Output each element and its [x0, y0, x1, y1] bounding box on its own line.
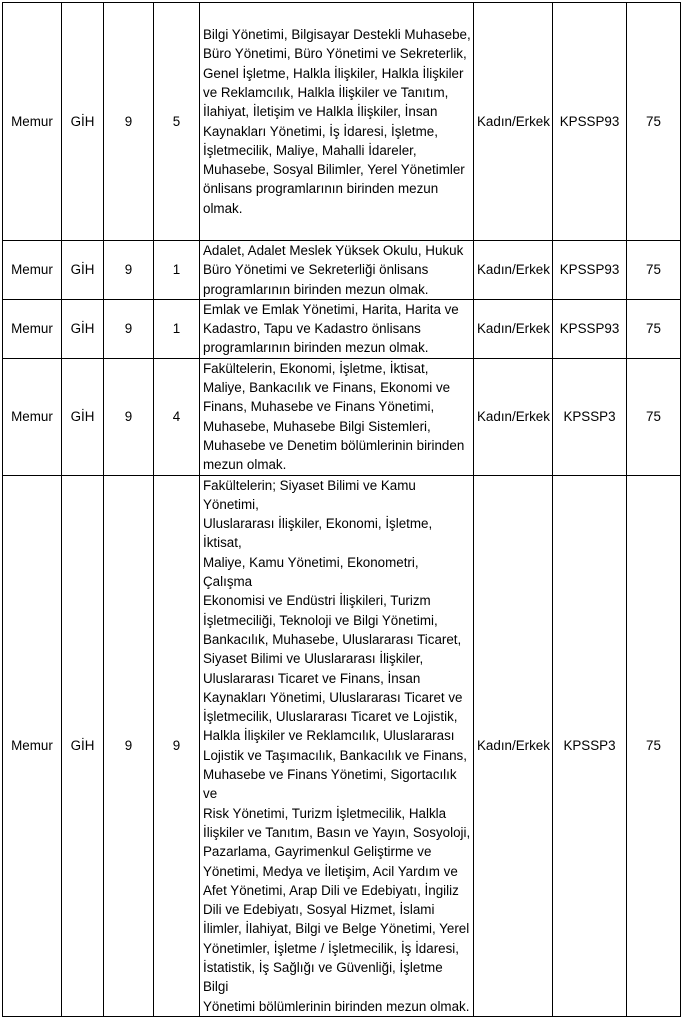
qualification-line: Uluslararası İlişkiler, Ekonomi, İşletme, İktisat,	[203, 516, 433, 551]
qualification-line: olmak.	[203, 200, 243, 216]
qualification-line: Muhasebe ve Finans Yönetimi, Sigortacılık ve	[203, 767, 457, 802]
qualification-line: Bankacılık, Muhasebe, Uluslararası Ticaret,	[203, 631, 462, 647]
qualification-line: İlahiyat, İletişim ve Halkla İlişkiler, İnsan	[203, 104, 438, 120]
table-row	[3, 475, 681, 1016]
qualification-line: İlişkiler ve Tanıtım, Basın ve Yayın, Sosyoloji,	[203, 824, 471, 840]
min-score-cell: 75	[627, 299, 681, 358]
qualification-line: İşletmecilik, Maliye, Mahalli İdareler,	[203, 142, 417, 158]
min-score-cell: 75	[627, 475, 681, 1016]
min-score-cell: 75	[627, 358, 681, 475]
score-type-cell: KPSSP3	[553, 475, 627, 1016]
qualification-line: Muhasebe, Sosyal Bilimler, Yerel Yönetimler	[203, 162, 465, 178]
position-title-cell: Memur	[3, 299, 62, 358]
gender-cell: Kadın/Erkek	[474, 475, 553, 1016]
qualification-line: Kaynakları Yönetimi, Uluslararası Ticaret ve	[203, 689, 463, 705]
score-type-cell: KPSSP93	[553, 299, 627, 358]
qualification-line: Kaynakları Yönetimi, İş İdaresi, İşletme,	[203, 123, 438, 139]
qualification-line: Emlak ve Emlak Yönetimi, Harita, Harita ve	[203, 301, 459, 317]
qualification-line: İşletmeciliği, Teknoloji ve Bilgi Yönetimi,	[203, 612, 438, 628]
unit-cell: GİH	[62, 299, 104, 358]
unit-cell: GİH	[62, 3, 104, 241]
qualification-cell	[200, 358, 474, 475]
quota-cell: 1	[154, 241, 200, 300]
score-type-cell: KPSSP93	[553, 241, 627, 300]
gender-cell: Kadın/Erkek	[474, 299, 553, 358]
positions-table	[2, 2, 681, 1017]
grade-cell: 9	[104, 3, 154, 241]
score-type-cell: KPSSP93	[553, 3, 627, 241]
quota-cell: 5	[154, 3, 200, 241]
position-title-cell: Memur	[3, 241, 62, 300]
qualification-line: Maliye, Bankacılık ve Finans, Ekonomi ve	[203, 380, 451, 396]
position-title-cell: Memur	[3, 475, 62, 1016]
gender-cell: Kadın/Erkek	[474, 358, 553, 475]
qualification-line: Afet Yönetimi, Arap Dili ve Edebiyatı, İngiliz	[203, 882, 459, 898]
qualification-line: Yönetimi bölümlerinin birinden mezun olmak.	[203, 998, 470, 1014]
qualification-line: Adalet, Adalet Meslek Yüksek Okulu, Hukuk	[203, 243, 464, 258]
qualification-line: Yönetimler, İşletme / İşletmecilik, İş İdaresi,	[203, 940, 459, 956]
qualification-line: Pazarlama, Gayrimenkul Geliştirme ve	[203, 844, 432, 860]
table-row	[3, 241, 681, 300]
unit-cell: GİH	[62, 358, 104, 475]
qualification-line: Risk Yönetimi, Turizm İşletmecilik, Halkla	[203, 805, 447, 821]
gender-cell: Kadın/Erkek	[474, 3, 553, 241]
min-score-cell: 75	[627, 241, 681, 300]
qualification-line: Lojistik ve Taşımacılık, Bankacılık ve Finans,	[203, 747, 467, 763]
qualification-line: mezun olmak.	[203, 457, 287, 473]
qualification-line: İşletmecilik, Uluslararası Ticaret ve Lojistik,	[203, 709, 458, 725]
qualification-line: Yönetimi, Medya ve İletişim, Acil Yardım ve	[203, 863, 458, 879]
qualification-line: programlarının birinden mezun olmak.	[203, 340, 429, 356]
qualification-line: Ekonomisi ve Endüstri İlişkileri, Turizm	[203, 593, 431, 609]
table-row	[3, 3, 681, 241]
grade-cell: 9	[104, 241, 154, 300]
table-row	[3, 299, 681, 358]
qualification-line: İlimler, İlahiyat, Bilgi ve Belge Yönetimi, Yerel	[203, 921, 470, 937]
qualification-line: Muhasebe, Muhasebe Bilgi Sistemleri,	[203, 418, 431, 434]
gender-cell: Kadın/Erkek	[474, 241, 553, 300]
qualification-line: İstatistik, İş Sağlığı ve Güvenliği, İşletme Bilgi	[203, 959, 443, 995]
qualification-line: Siyaset Bilimi ve Uluslararası İlişkiler,	[203, 651, 424, 667]
qualification-line: Dili ve Edebiyatı, Sosyal Hizmet, İslami	[203, 902, 435, 918]
grade-cell: 9	[104, 475, 154, 1016]
grade-cell: 9	[104, 299, 154, 358]
quota-cell: 1	[154, 299, 200, 358]
qualification-line: Büro Yönetimi ve Sekreterliği önlisans	[203, 262, 429, 278]
table-row	[3, 358, 681, 475]
qualification-line: Fakültelerin, Ekonomi, İşletme, İktisat,	[203, 360, 429, 376]
qualification-line: Büro Yönetimi, Büro Yönetimi ve Sekreterlik,	[203, 46, 467, 62]
qualification-cell	[200, 475, 474, 1016]
unit-cell: GİH	[62, 241, 104, 300]
qualification-line: Genel İşletme, Halkla İlişkiler, Halkla İlişkiler	[203, 65, 464, 81]
qualification-line: Bilgi Yönetimi, Bilgisayar Destekli Muhasebe,	[203, 27, 471, 43]
qualification-cell	[200, 299, 474, 358]
qualification-line: Muhasebe ve Denetim bölümlerinin birinden	[203, 437, 465, 453]
qualification-line: Fakültelerin; Siyaset Bilimi ve Kamu Yönetimi,	[203, 477, 416, 512]
qualification-line: Halkla İlişkiler ve Reklamcılık, Uluslararası	[203, 728, 455, 744]
qualification-line: Maliye, Kamu Yönetimi, Ekonometri, Çalışma	[203, 554, 419, 590]
qualification-line: Kadastro, Tapu ve Kadastro önlisans	[203, 321, 421, 337]
table-body	[3, 3, 681, 1017]
qualification-line: ve Reklamcılık, Halkla İlişkiler ve Tanıtım,	[203, 84, 449, 100]
qualification-cell	[200, 241, 474, 300]
qualification-line: Uluslararası Ticaret ve Finans, İnsan	[203, 670, 421, 686]
score-type-cell: KPSSP3	[553, 358, 627, 475]
unit-cell: GİH	[62, 475, 104, 1016]
qualification-line: programlarının birinden mezun olmak.	[203, 281, 429, 297]
quota-cell: 4	[154, 358, 200, 475]
qualification-line: Finans, Muhasebe ve Finans Yönetimi,	[203, 399, 435, 415]
position-title-cell: Memur	[3, 358, 62, 475]
quota-cell: 9	[154, 475, 200, 1016]
grade-cell: 9	[104, 358, 154, 475]
min-score-cell: 75	[627, 3, 681, 241]
qualification-cell	[200, 3, 474, 241]
qualification-line: önlisans programlarının birinden mezun	[203, 181, 439, 197]
position-title-cell: Memur	[3, 3, 62, 241]
